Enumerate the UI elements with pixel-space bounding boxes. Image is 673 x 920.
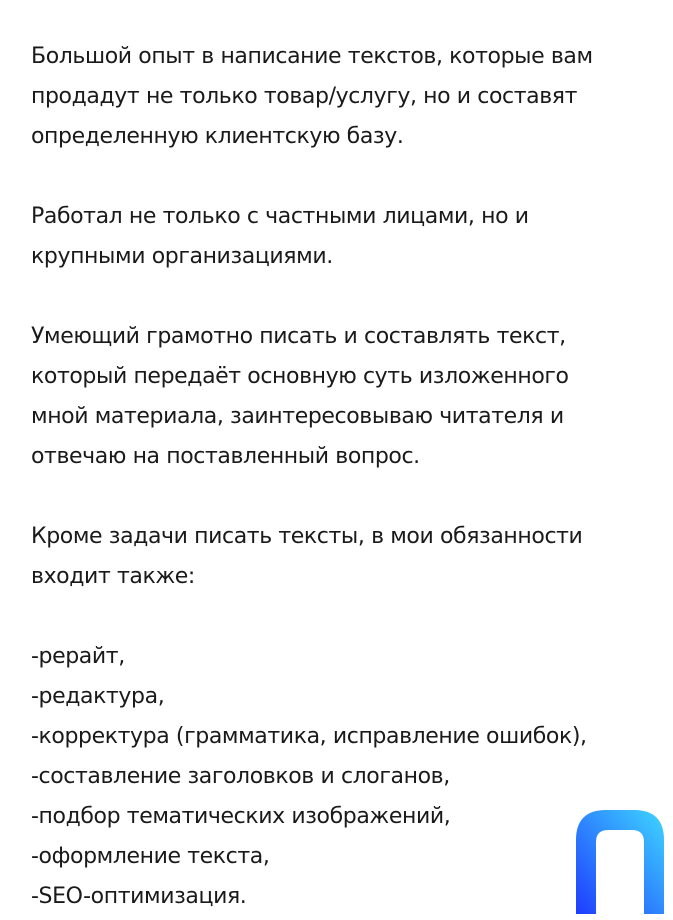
text-line: крупными организациями.: [31, 244, 333, 269]
paragraph-gap: [31, 597, 661, 637]
text-line: Большой опыт в написание текстов, которые вам: [31, 44, 593, 69]
text-line: отвечаю на поставленный вопрос.: [31, 444, 420, 469]
paragraph-clients: [31, 197, 661, 277]
list-item: -рерайт,: [31, 644, 125, 669]
paragraph-skills: [31, 317, 661, 477]
text-line: мной материала, заинтересовываю читателя и: [31, 404, 564, 429]
list-item: -подбор тематических изображений,: [31, 804, 451, 829]
list-item: -составление заголовков и слоганов,: [31, 764, 450, 789]
list-item: -редактура,: [31, 684, 165, 709]
duties-list: [31, 637, 661, 917]
text-line: Умеющий грамотно писать и составлять текст,: [31, 324, 566, 349]
paragraph-gap: [31, 157, 661, 197]
paragraph-duties-intro: [31, 517, 661, 597]
text-line: продадут не только товар/услугу, но и составят: [31, 84, 578, 109]
text-line: входит также:: [31, 564, 195, 589]
list-item: -SEO-оптимизация.: [31, 884, 247, 909]
text-body: [31, 37, 661, 917]
paragraph-experience: [31, 37, 661, 157]
text-line: который передаёт основную суть изложенного: [31, 364, 569, 389]
text-line: Кроме задачи писать тексты, в мои обязанности: [31, 524, 583, 549]
paragraph-gap: [31, 477, 661, 517]
list-item: -корректура (грамматика, исправление ошибок),: [31, 724, 587, 749]
paragraph-gap: [31, 277, 661, 317]
text-line: определенную клиентскую базу.: [31, 124, 404, 149]
p-logo-icon: [576, 810, 664, 914]
list-item: -оформление текста,: [31, 844, 270, 869]
text-line: Работал не только с частными лицами, но и: [31, 204, 529, 229]
